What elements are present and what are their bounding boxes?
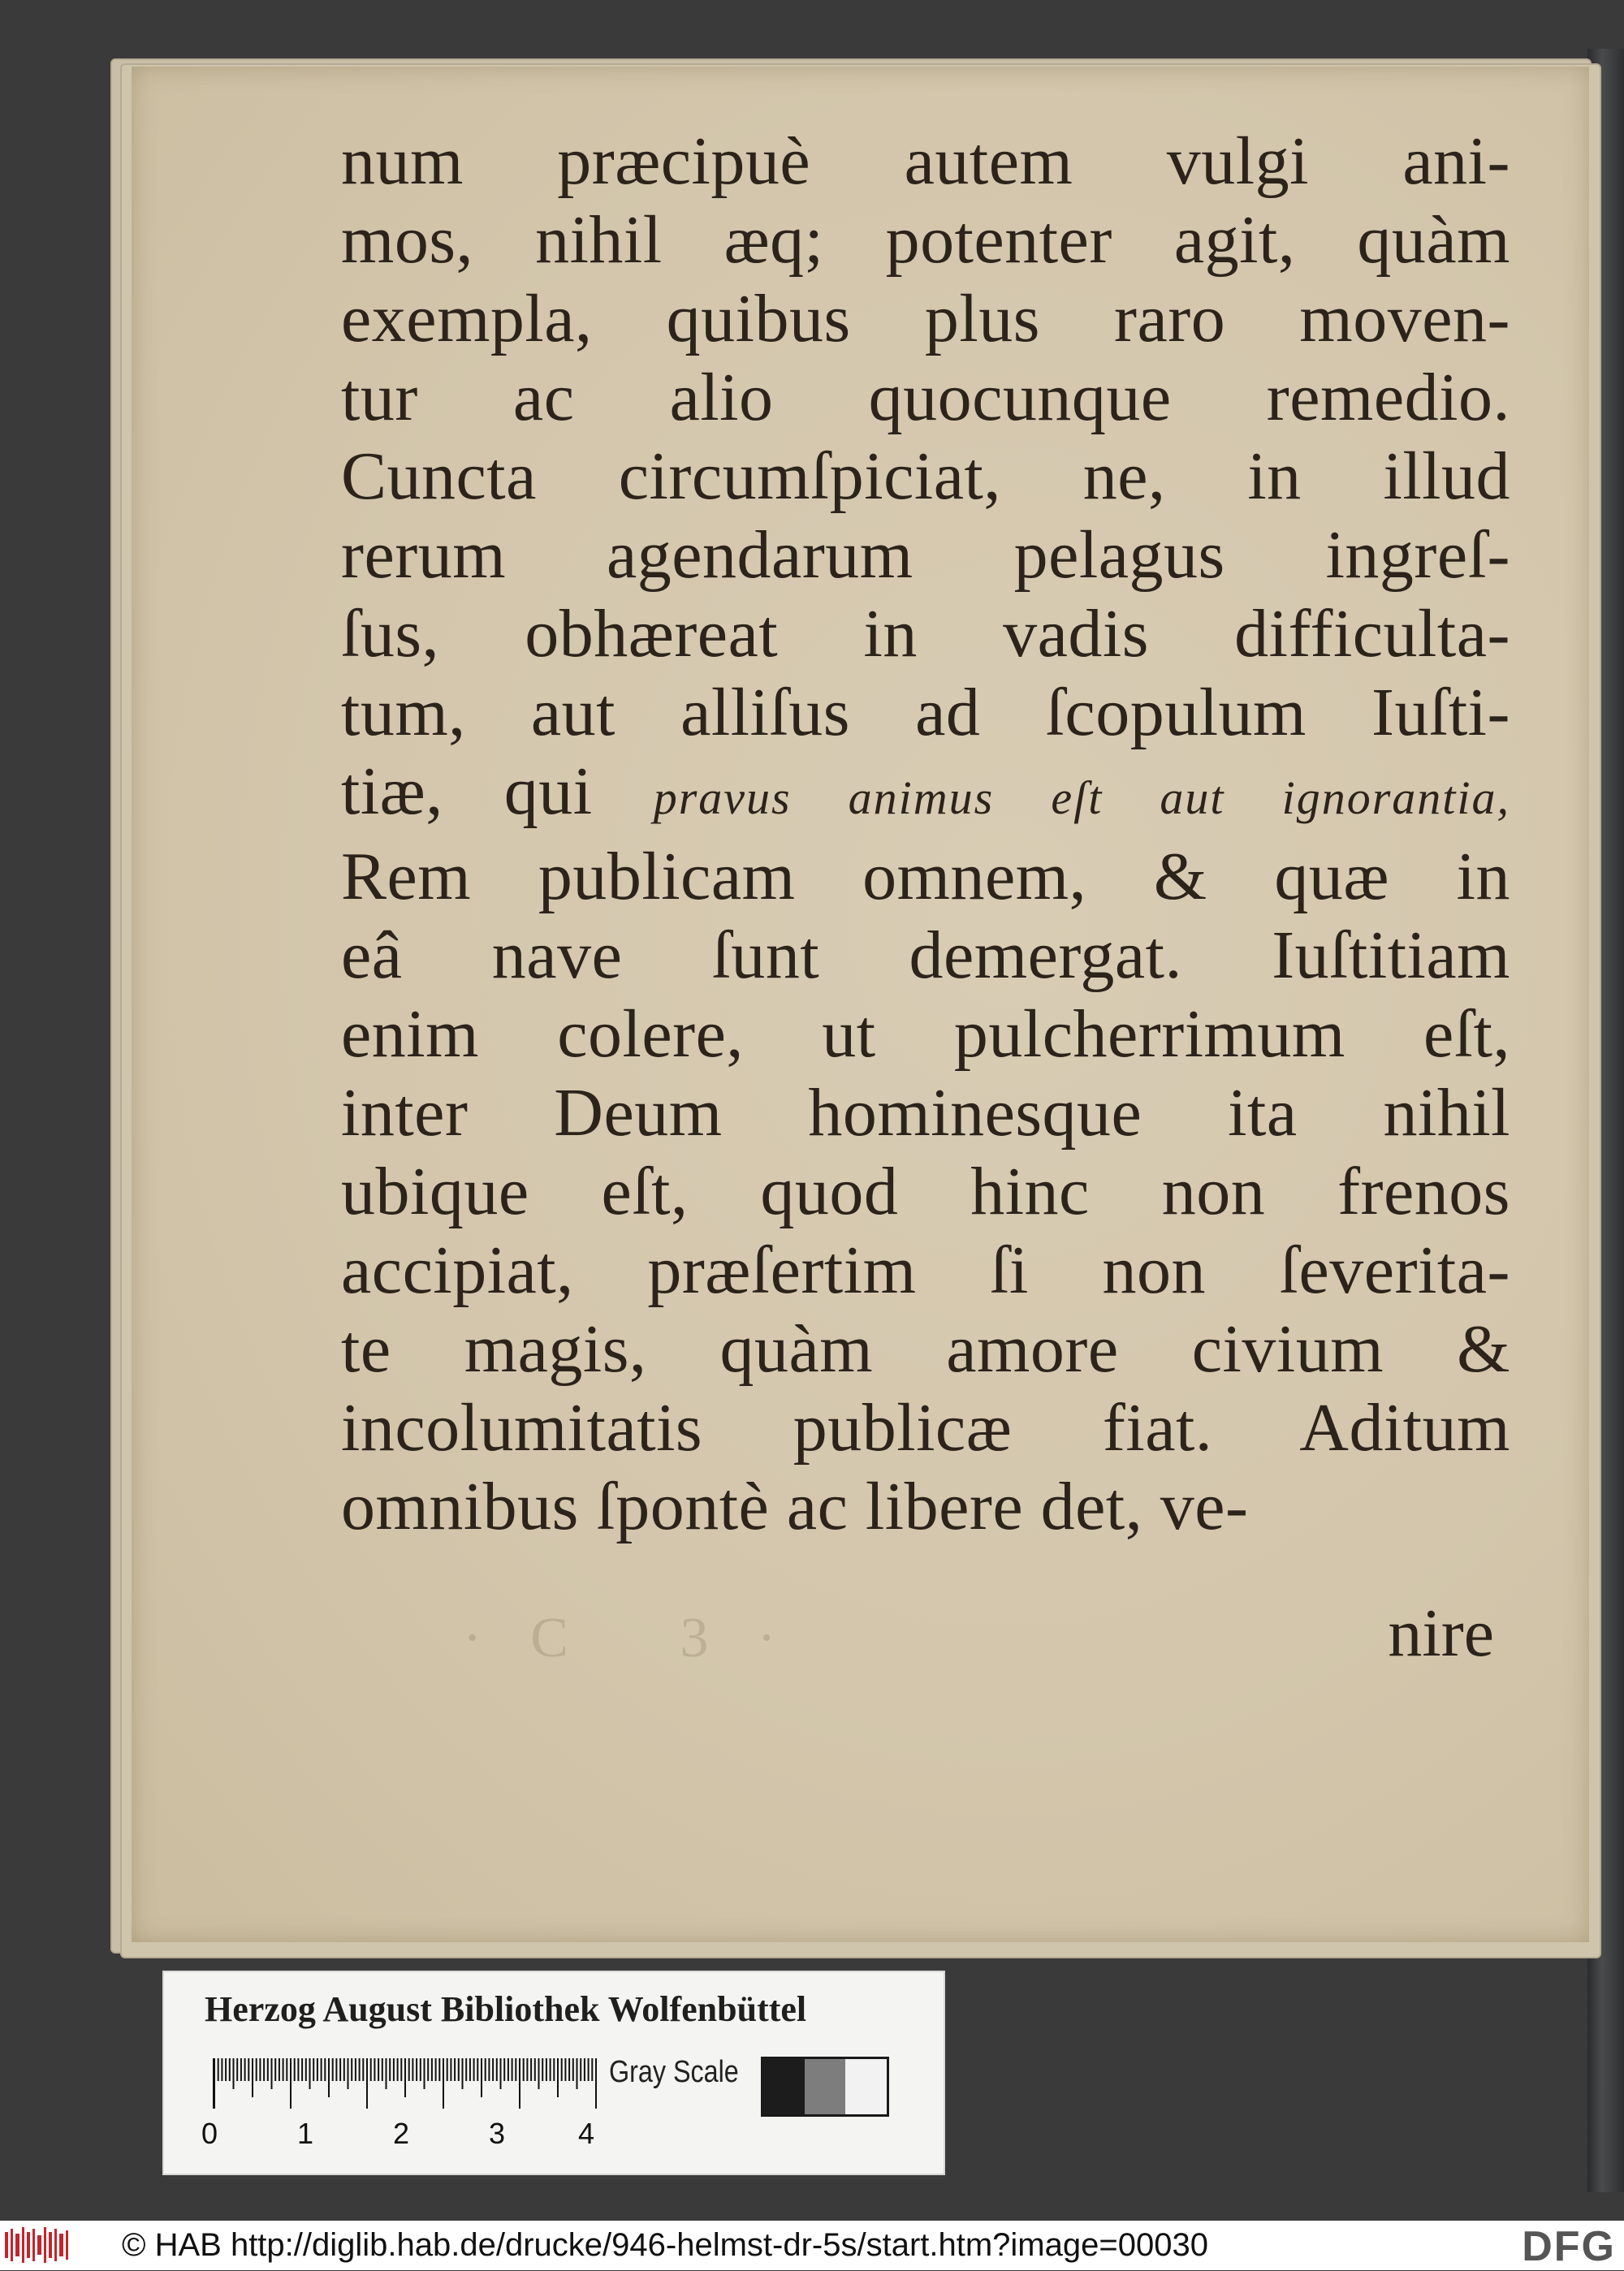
text-line: enim colere, ut pulcherrimum eſt,	[341, 996, 1510, 1072]
gray-patch-light	[845, 2059, 887, 2114]
gray-patch-dark	[763, 2059, 805, 2114]
text-line: ubique eſt, quod hinc non frenos	[341, 1154, 1510, 1229]
text-line: exempla, quibus plus raro moven-	[341, 281, 1510, 356]
text-line: te magis, quàm amore civium &	[341, 1311, 1510, 1387]
text-line: tum, aut alliſus ad ſcopulum Iuſti-	[341, 675, 1510, 750]
color-scale-card	[162, 1971, 945, 2175]
text-line: ſus, obhæreat in vadis difficulta-	[341, 596, 1510, 671]
text-line: incolumitatis publicæ fiat. Aditum	[341, 1390, 1510, 1466]
gray-scale-label: Gray Scale	[609, 2055, 739, 2089]
text-line: Rem publicam omnem, & quæ in	[341, 839, 1510, 914]
page-text	[341, 122, 1510, 1546]
ruler-number: 1	[297, 2117, 314, 2150]
text-line: rerum agendarum pelagus ingreſ-	[341, 517, 1510, 593]
library-name: Herzog August Bibliothek Wolfenbüttel	[205, 1989, 807, 2029]
text-line: tur ac alio quocunque remedio.	[341, 360, 1510, 435]
hab-barcode-logo-icon	[5, 2227, 68, 2263]
ruler-number: 0	[201, 2117, 218, 2150]
copyright-url: © HAB http://diglib.hab.de/drucke/946-helmst-dr-5s/start.htm?image=00030	[122, 2227, 1208, 2263]
ruler-number: 2	[393, 2117, 410, 2150]
ruler-number: 4	[578, 2117, 595, 2150]
footer-bar	[0, 2221, 1624, 2270]
show-through-text: ·C 3·	[463, 1607, 825, 1669]
text-line: num præcipuè autem vulgi ani-	[341, 123, 1510, 199]
dfg-logo: DFG	[1522, 2223, 1616, 2270]
text-line: Cuncta circumſpiciat, ne, in illud	[341, 438, 1510, 514]
text-italic: pravus animus eſt aut ignorantia,	[653, 771, 1510, 824]
text-line-mixed	[341, 752, 1510, 837]
gray-scale-patches	[761, 2057, 889, 2117]
text-line: omnibus ſpontè ac libere det, ve-	[341, 1469, 1249, 1544]
text-line: eâ nave ſunt demergat. Iuſtitiam	[341, 917, 1510, 993]
text-line: accipiat, præſertim ſi non ſeverita-	[341, 1233, 1510, 1308]
text-line: mos, nihil æq; potenter agit, quàm	[341, 202, 1510, 278]
ruler-number: 3	[489, 2117, 506, 2150]
gray-patch-mid	[805, 2059, 846, 2114]
text-line: inter Deum hominesque ita nihil	[341, 1075, 1510, 1151]
text-roman: tiæ, qui	[341, 753, 593, 829]
catchword: nire	[1388, 1595, 1494, 1671]
